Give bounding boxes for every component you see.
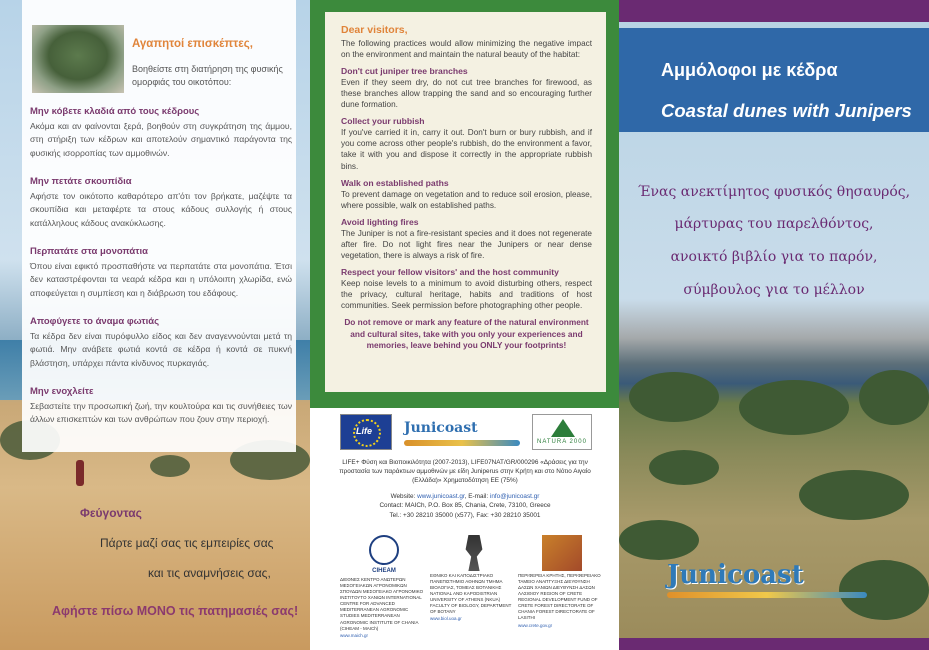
- motto-line: μάρτυρας του παρελθόντος,: [674, 216, 874, 232]
- english-section-title: Walk on established paths: [341, 177, 449, 188]
- greek-section-title: Μην κόβετε κλαδιά από τους κέδρους: [30, 106, 200, 117]
- ciheam-logo-icon: [369, 535, 399, 565]
- greek-section: [30, 246, 292, 300]
- greek-section: [30, 316, 292, 370]
- greek-section-body: Ακόμα και αν φαίνονται ξερά, βοηθούν στη συγκράτηση της άμμου, στη στήριξη των κέδρων και αποτελούν σημαντικό παράγοντα της φυσικής ισορροπίας των αμμοθινών.: [30, 121, 292, 158]
- greek-guidelines-box: [22, 0, 296, 452]
- juniper-shrub: [739, 380, 849, 435]
- greek-intro: Βοηθείστε στη διατήρηση της φυσικής ομορφιάς του οικοτόπου:: [132, 64, 283, 88]
- juniper-shrub: [649, 450, 719, 485]
- english-section-body: Keep noise levels to a minimum to avoid disturbing others, respect the privacy, cultural heritage, habits and traditions of host communities. Seek permission before photographing other people.: [341, 278, 592, 310]
- natura-logo-text: NATURA 2000: [537, 439, 587, 445]
- left-panel: [0, 0, 310, 650]
- english-section-title: Respect your fellow visitors' and the host community: [341, 266, 559, 277]
- juniper-shrub: [629, 372, 719, 422]
- junicoast-logo-text: Junicoast: [404, 420, 478, 436]
- junicoast-logo-large: [667, 560, 804, 590]
- eu-life-logo: [340, 414, 392, 450]
- purple-top-band: [619, 0, 929, 22]
- junicoast-logo-large-text: Junicoast: [667, 560, 804, 590]
- english-greeting: Dear visitors,: [341, 24, 408, 36]
- greek-section-body: Σεβαστείτε την προσωπική ζωή, την κουλτούρα και τις συνήθειες των άλλων επισκεπτών και των ανθρώπων που ζουν στην περιοχή.: [30, 401, 292, 425]
- motto-line: σύμβουλος για το μέλλον: [683, 282, 865, 298]
- logos-row: [340, 414, 590, 454]
- email-label: , E-mail:: [464, 493, 490, 500]
- partner-url[interactable]: www.crete.gov.gr: [518, 622, 553, 628]
- email-link[interactable]: info@junicoast.gr: [489, 493, 540, 500]
- contact-block: [330, 492, 600, 520]
- english-section-body: To prevent damage on vegetation and to reduce soil erosion, please, where possible, walk on established paths.: [341, 189, 592, 210]
- partner-name: CIHEAM: [372, 568, 396, 574]
- take-experiences-text: Πάρτε μαζί σας τις εμπειρίες σας: [100, 536, 274, 550]
- leaving-heading: Φεύγοντας: [80, 506, 142, 520]
- juniper-shrub: [150, 455, 190, 477]
- english-section-body: Even if they seem dry, do not cut tree branches for firewood, as these branches allow trapping the sand and so encouraging further dune formation.: [341, 78, 592, 110]
- motto-line: Ένας ανεκτίμητος φυσικός θησαυρός,: [637, 184, 911, 200]
- english-section-body: The Juniper is not a fire-resistant species and it does not regenerate after fire. Do not light fires near the Junipers or near dense vegetation, there is always a risk of fire.: [341, 228, 592, 260]
- wave-icon: [404, 440, 520, 446]
- middle-panel: [310, 0, 619, 650]
- english-closing: Do not remove or mark any feature of the natural environment and cultural sites, take with you only your experiences and memories, leave behind you ONLY your footprints!: [344, 317, 589, 351]
- contact-address: Contact: MAICh, P.O. Box 85, Chania, Crete, 73100, Greece: [379, 502, 551, 510]
- region-crete-logo-icon: [542, 535, 582, 571]
- website-line: [330, 492, 600, 501]
- partner-description: ΕΘΝΙΚΟ ΚΑΙ ΚΑΠΟΔΙΣΤΡΙΑΚΟ ΠΑΝΕΠΙΣΤΗΜΙΟ ΑΘΗΝΩΝ ΤΜΗΜΑ ΒΙΟΛΟΓΙΑΣ, ΤΟΜΕΑΣ ΒΟΤΑΝΙΚΗΣ NATIONAL AND KAPODISTRIAN UNIVERSITY OF ATHENS (NKUA) FACULTY OF BIOLOGY, DEPARTMENT OF BOTANY: [430, 573, 512, 615]
- purple-bottom-band: [619, 638, 929, 650]
- natura-mark-icon: [551, 419, 575, 437]
- greek-section-body: Όπου είναι εφικτό προσπαθήστε να περπατάτε στα μονοπάτια. Έτσι δεν καταστρέφονται τα νεαρά κέδρα και η υπόλοιπη χλωρίδα, ενώ αποφεύγεται η συμπίεση και η διάβρωση του εδάφους.: [30, 261, 292, 298]
- motto-line: ανοικτό βιβλίο για το παρόν,: [670, 249, 878, 265]
- greek-section-body: Τα κέδρα δεν είναι πυρόφυλλο είδος και δεν αναγεννούνται μετά τη φωτιά. Μην ανάβετε φωτιά κοντά σε κέδρα ή κοντά σε πυκνή βλάστηση, υπάρχει πάντα κίνδυνος πυρκαγιάς.: [30, 331, 292, 368]
- juniper-shrub: [619, 520, 699, 560]
- title-greek: Αμμόλοφοι με κέδρα: [661, 60, 838, 80]
- greek-section-title: Μην πετάτε σκουπίδια: [30, 176, 132, 187]
- website-link[interactable]: www.junicoast.gr: [417, 493, 465, 500]
- hiker-figure: [76, 460, 84, 486]
- greek-section-body: Αφήστε τον οικότοπο καθαρότερο απ'ότι τον βρήκατε, μαζέψτε τα σκουπίδια και μεταφέρτε τα στους κάδους συλλογής ή στους κατάλληλους κάδους ανακύκλωσης.: [30, 191, 292, 228]
- life-logo-text: Life: [356, 426, 373, 436]
- greek-section: [30, 176, 292, 230]
- partner-nkua: [430, 535, 518, 623]
- greek-section-title: Αποφύγετε το άναμα φωτιάς: [30, 316, 160, 327]
- english-intro: The following practices would allow minimizing the negative impact on the environment and maintain the natural beauty of the habitat:: [341, 39, 592, 60]
- memories-text: και τις αναμνήσεις σας,: [148, 566, 271, 580]
- partner-description: ΔΙΕΘΝΕΣ ΚΕΝΤΡΟ ΑΝΩΤΕΡΩΝ ΜΕΣΟΓΕΙΑΚΩΝ ΑΓΡΟΝΟΜΙΚΩΝ ΣΠΟΥΔΩΝ ΜΕΣΟΓΕΙΑΚΟ ΑΓΡΟΝΟΜΙΚΟ ΙΝΣΤΙΤΟΥΤΟ ΧΑΝΙΩΝ INTERNATIONAL CENTRE FOR ADVANCED MEDITERRANEAN AGRONOMIC STUDIES MEDITERRANEAN AGRONOMIC INSTITUTE OF CHANIA (CIHEAM - MAICh): [340, 577, 424, 631]
- juniper-shrub: [839, 560, 929, 620]
- website-label: Website:: [390, 493, 418, 500]
- juniper-shrub: [799, 470, 909, 520]
- greek-section-title: Περπατάτε στα μονοπάτια: [30, 246, 148, 257]
- cover-panel: [619, 0, 929, 650]
- partner-region-crete: [518, 535, 606, 629]
- funding-text: LIFE+ Φύση και Βιοποικιλότητα (2007-2013), LIFE07NAT/GR/000296 «Δράσεις για την προστασία των παράκτιων αμμοθινών με είδη Juniperus στην Κρήτη και στο Νότιο Αιγαίο (Ελλάδα)» Χρηματοδότηση ΕΕ (75%): [339, 459, 591, 484]
- greek-section: [30, 106, 292, 160]
- contact-phone: Tel.: +30 28210 35000 (x577), Fax: +30 28210 35001: [389, 511, 541, 519]
- english-section-title: Avoid lighting fires: [341, 216, 419, 227]
- wave-icon: [667, 592, 867, 598]
- footprints-text: Αφήστε πίσω ΜΟΝΟ τις πατημασιές σας!: [52, 604, 299, 618]
- athena-logo-icon: [460, 535, 488, 571]
- greek-section-title: Μην ενοχλείτε: [30, 386, 94, 397]
- english-section-title: Collect your rubbish: [341, 116, 425, 127]
- greek-section: [30, 386, 292, 427]
- greek-greeting: Αγαπητοί επισκέπτες,: [132, 38, 253, 50]
- english-section-body: If you've carried it in, carry it out. Don't burn or bury rubbish, and if you come across other people's rubbish, do the environment a favor, take it with you and dispose it correctly in the appropriate rubbish bins.: [341, 128, 592, 171]
- green-frame: [310, 0, 619, 408]
- english-section-title: Don't cut juniper tree branches: [341, 66, 468, 77]
- english-guidelines-box: [325, 12, 606, 392]
- partner-description: ΠΕΡΙΦΕΡΕΙΑ ΚΡΗΤΗΣ, ΠΕΡΙΦΕΡΕΙΑΚΟ ΤΑΜΕΙΟ ΑΝΑΠΤΥΞΗΣ ΔΙΕΥΘΥΝΣΗ ΔΑΣΩΝ ΧΑΝΙΩΝ ΔΙΕΥΘΥΝΣΗ ΔΑΣΩΝ ΛΑΣΙΘΙΟΥ REGION OF CRETE REGIONAL DEVELOPMENT FUND OF CRETE FOREST DIRECTORATE OF CHANIA FOREST DIRECTORATE OF LASITHI: [518, 573, 601, 621]
- natura-2000-logo: [532, 414, 592, 450]
- title-english: Coastal dunes with Junipers: [661, 100, 912, 121]
- partner-url[interactable]: www.biol.uoa.gr: [430, 616, 462, 622]
- juniper-photo: [32, 25, 124, 93]
- juniper-shrub: [859, 370, 929, 425]
- junicoast-logo: [404, 420, 478, 436]
- partner-ciheam: [340, 535, 428, 639]
- partner-url[interactable]: www.maich.gr: [340, 632, 369, 638]
